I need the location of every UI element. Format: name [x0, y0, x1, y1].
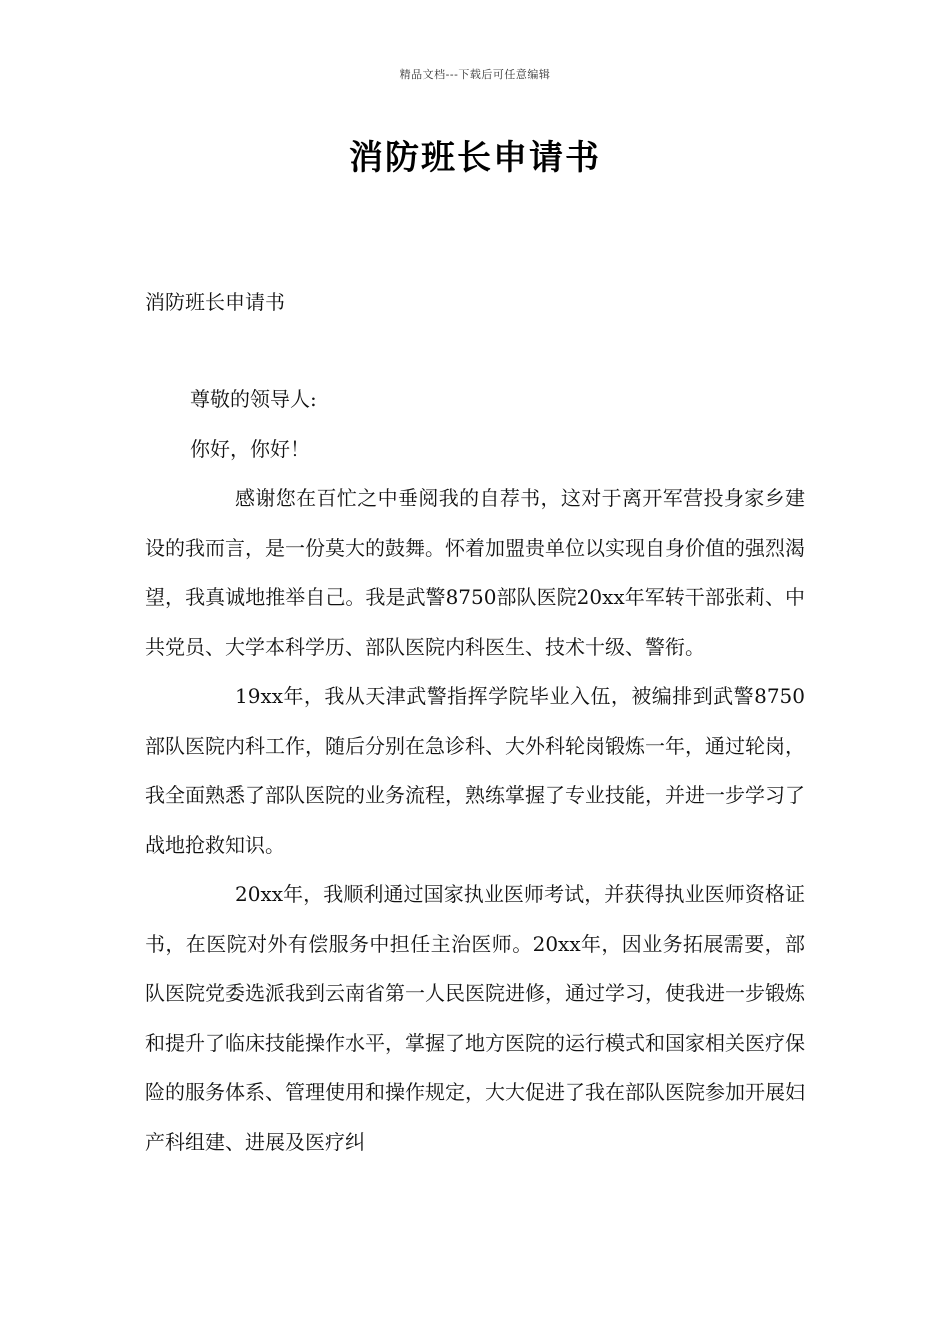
paragraph-military-history: 19xx年，我从天津武警指挥学院毕业入伍，被编排到武警8750部队医院内科工作，随后分别在急诊科、大外科轮岗锻炼一年，通过轮岗，我全面熟悉了部队医院的业务流程，熟练掌握了专业技能，并进一步学习了战地抢救知识。 — [145, 684, 805, 857]
greeting: 你好，你好！ — [190, 436, 310, 461]
document-body — [145, 375, 805, 1167]
document-title: 消防班长申请书 — [349, 138, 601, 178]
salutation: 尊敬的领导人: — [190, 387, 317, 411]
document-subtitle: 消防班长申请书 — [145, 290, 285, 314]
paragraph-certification: 20xx年，我顺利通过国家执业医师考试，并获得执业医师资格证书，在医院对外有偿服务中担任主治医师。20xx年，因业务拓展需要，部队医院党委选派我到云南省第一人民医院进修，通过学习，使我进一步锻炼和提升了临床技能操作水平，掌握了地方医院的运行模式和国家相关医疗保险的服务体系、管理使用和操作规定，大大促进了我在部队医院参加开展妇产科组建、进展及医疗纠 — [145, 882, 805, 1154]
page-header: 精品文档---下载后可任意编辑 — [399, 68, 551, 81]
paragraph-intro: 感谢您在百忙之中垂阅我的自荐书，这对于离开军营投身家乡建设的我而言，是一份莫大的鼓舞。怀着加盟贵单位以实现自身价值的强烈渴望，我真诚地推举自己。我是武警8750部队医院20xx年军转干部张莉、中共党员、大学本科学历、部队医院内科医生、技术十级、警衔。 — [145, 486, 805, 659]
